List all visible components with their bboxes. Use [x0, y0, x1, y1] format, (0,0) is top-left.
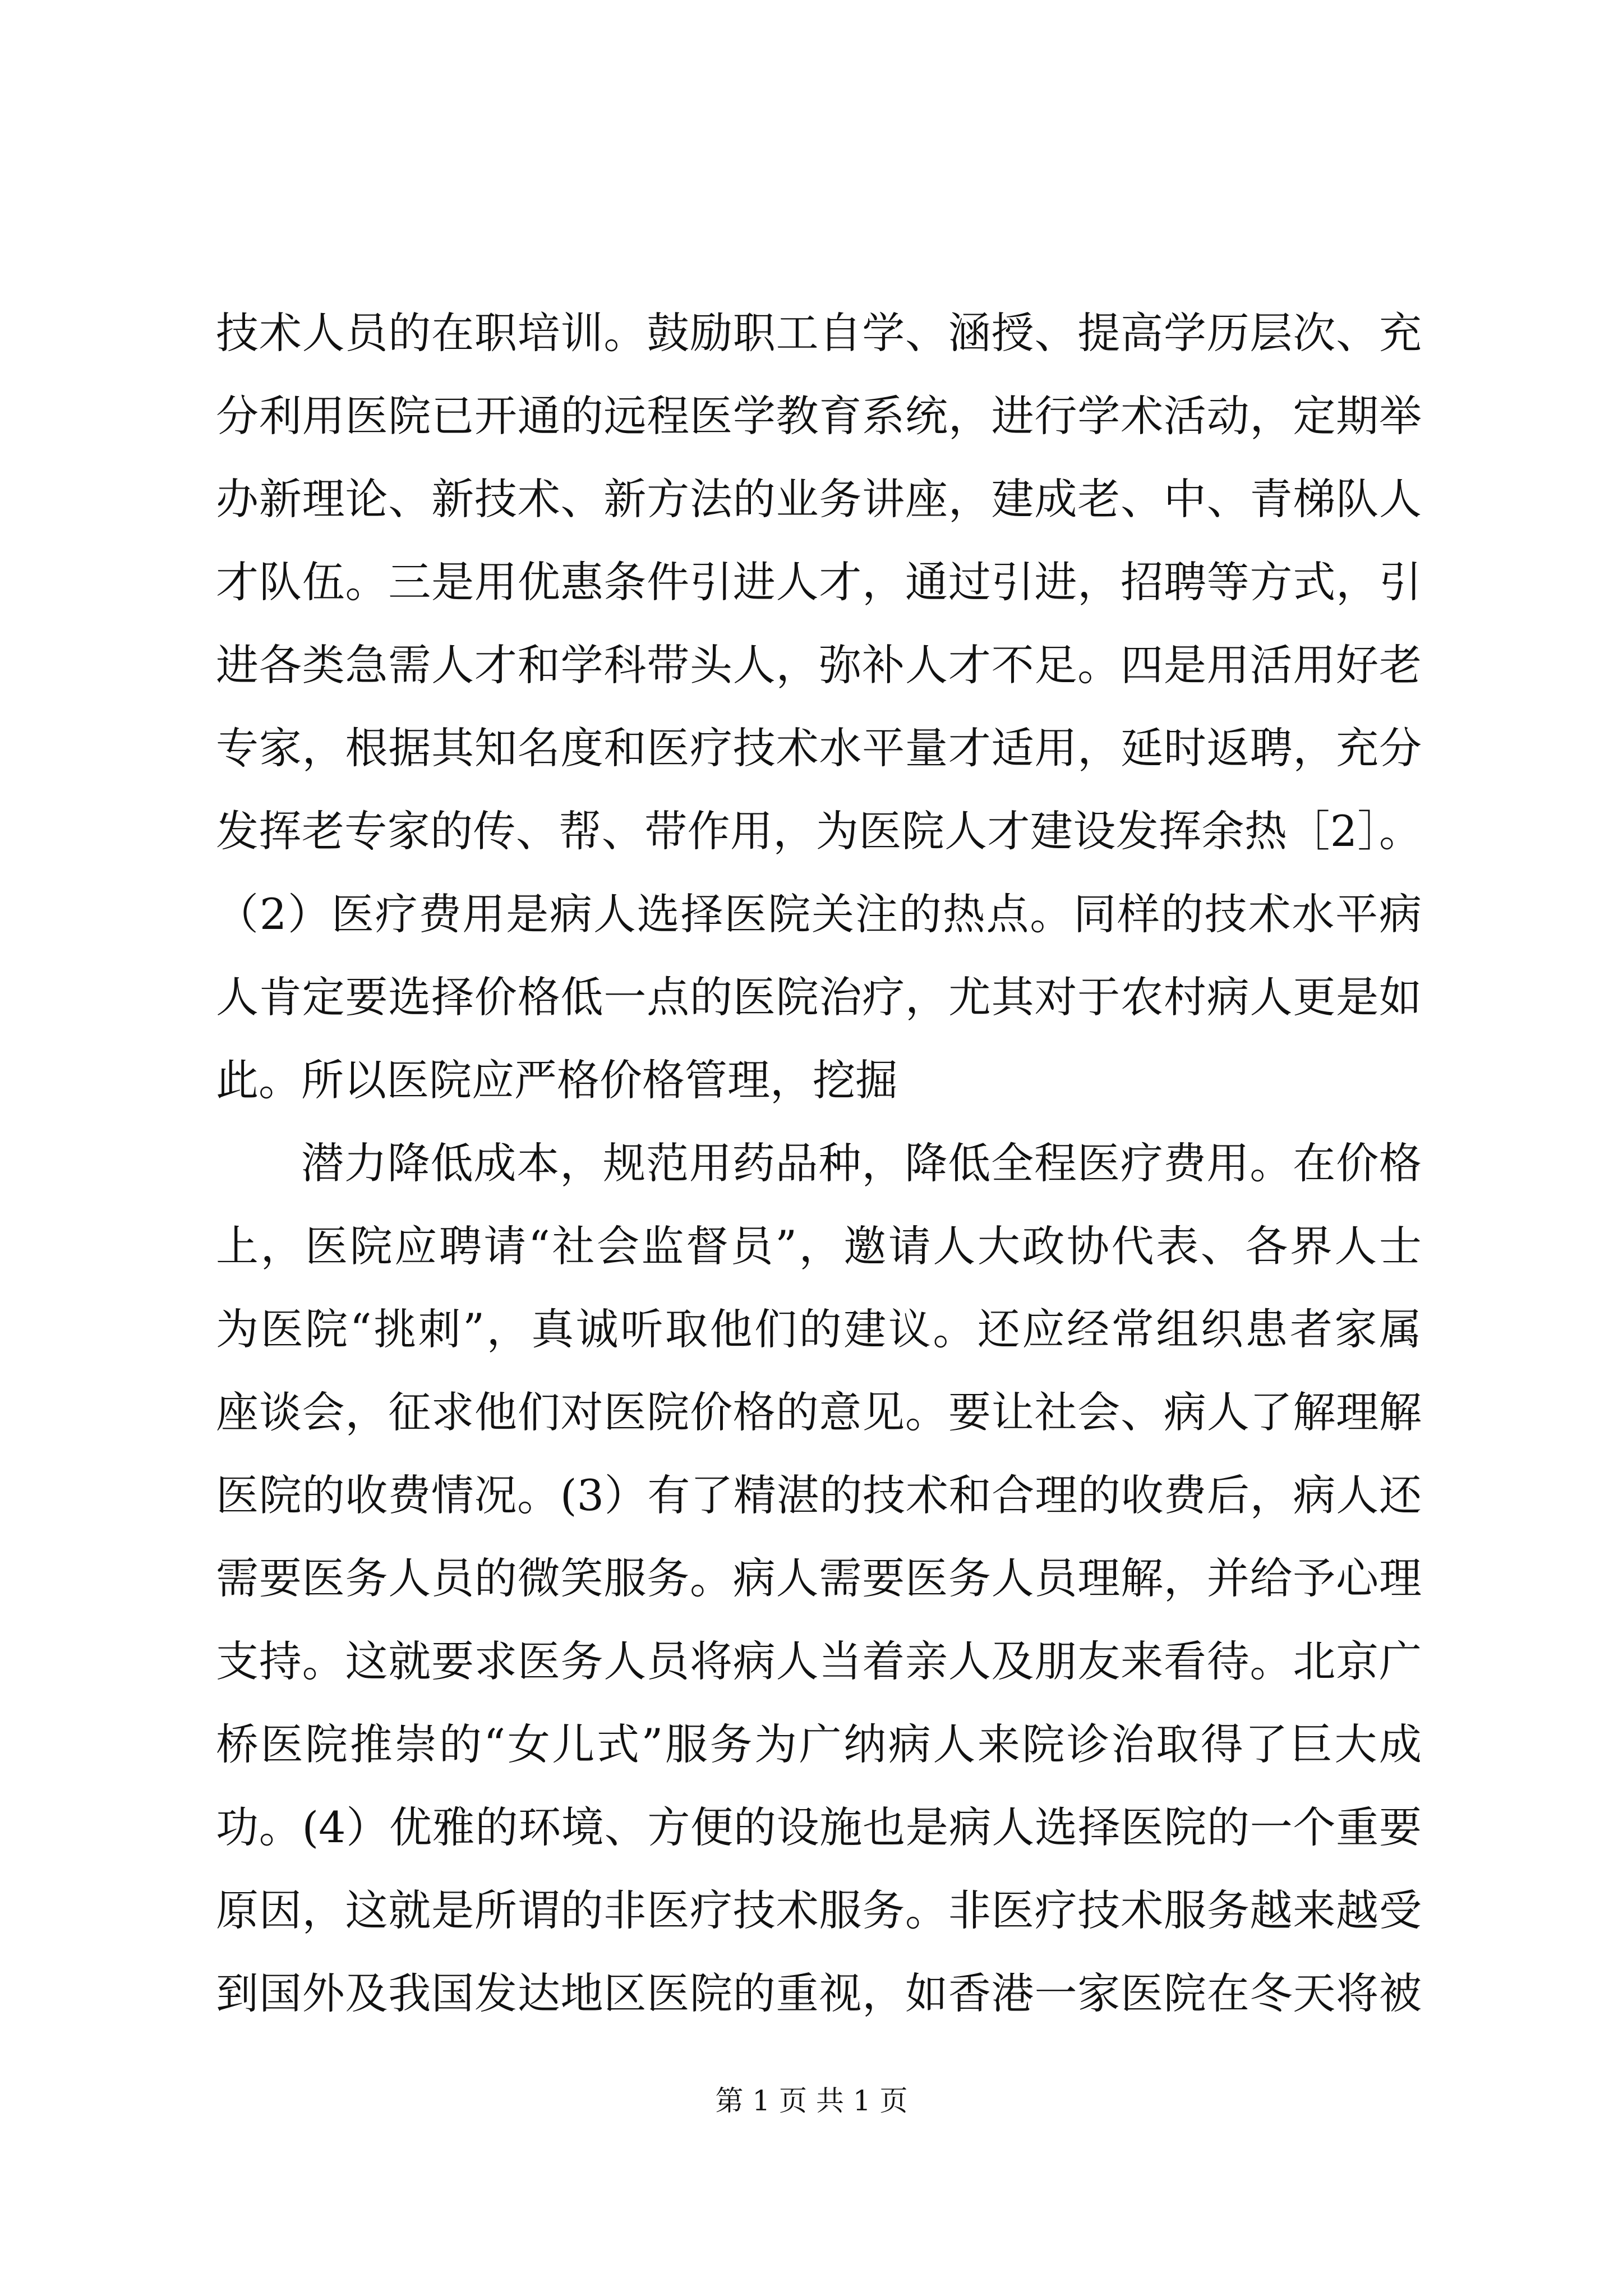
text-line: 原因，这就是所谓的非医疗技术服务。非医疗技术服务越来越受 [216, 1885, 1422, 1935]
text-line: 为医院“挑刺”，真诚听取他们的建议。还应经常组织患者家属 [216, 1304, 1422, 1354]
text-line: 到国外及我国发达地区医院的重视，如香港一家医院在冬天将被 [216, 1968, 1422, 2018]
text-line: 才队伍。三是用优惠条件引进人才，通过引进，招聘等方式，引 [216, 557, 1422, 607]
page-footer [0, 2081, 1623, 2120]
text-line: 需要医务人员的微笑服务。病人需要医务人员理解，并给予心理 [216, 1553, 1422, 1603]
text-line: 进各类急需人才和学科带头人，弥补人才不足。四是用活用好老 [216, 640, 1422, 690]
page-number-label: 第 1 页 共 1 页 [715, 2085, 908, 2117]
text-line: 医院的收费情况。(3）有了精湛的技术和合理的收费后，病人还 [216, 1470, 1422, 1520]
text-line: 分利用医院已开通的远程医学教育系统，进行学术活动，定期举 [216, 391, 1422, 441]
text-line: 桥医院推崇的“女儿式”服务为广纳病人来院诊治取得了巨大成 [216, 1719, 1422, 1769]
text-line: 座谈会，征求他们对医院价格的意见。要让社会、病人了解理解 [216, 1387, 1422, 1437]
text-line: 办新理论、新技术、新方法的业务讲座，建成老、中、青梯队人 [216, 474, 1422, 524]
body-text [216, 292, 1422, 2035]
text-line: 专家，根据其知名度和医疗技术水平量才适用，延时返聘，充分 [216, 723, 1422, 773]
text-line: 人肯定要选择价格低一点的医院治疗，尤其对于农村病人更是如 [216, 972, 1422, 1022]
text-line: 支持。这就要求医务人员将病人当着亲人及朋友来看待。北京广 [216, 1636, 1422, 1686]
text-line: 此。所以医院应严格价格管理，挖掘 [216, 1055, 898, 1105]
text-line: （2）医疗费用是病人选择医院关注的热点。同样的技术水平病 [216, 889, 1422, 939]
text-line: 潜力降低成本，规范用药品种，降低全程医疗费用。在价格 [301, 1138, 1422, 1188]
text-line: 上，医院应聘请“社会监督员”，邀请人大政协代表、各界人士 [216, 1221, 1422, 1271]
text-line: 功。(4）优雅的环境、方便的设施也是病人选择医院的一个重要 [216, 1802, 1422, 1852]
text-line: 发挥老专家的传、帮、带作用，为医院人才建设发挥余热［2］。 [216, 806, 1422, 856]
text-line: 技术人员的在职培训。鼓励职工自学、涵授、提高学历层次、充 [216, 308, 1422, 358]
